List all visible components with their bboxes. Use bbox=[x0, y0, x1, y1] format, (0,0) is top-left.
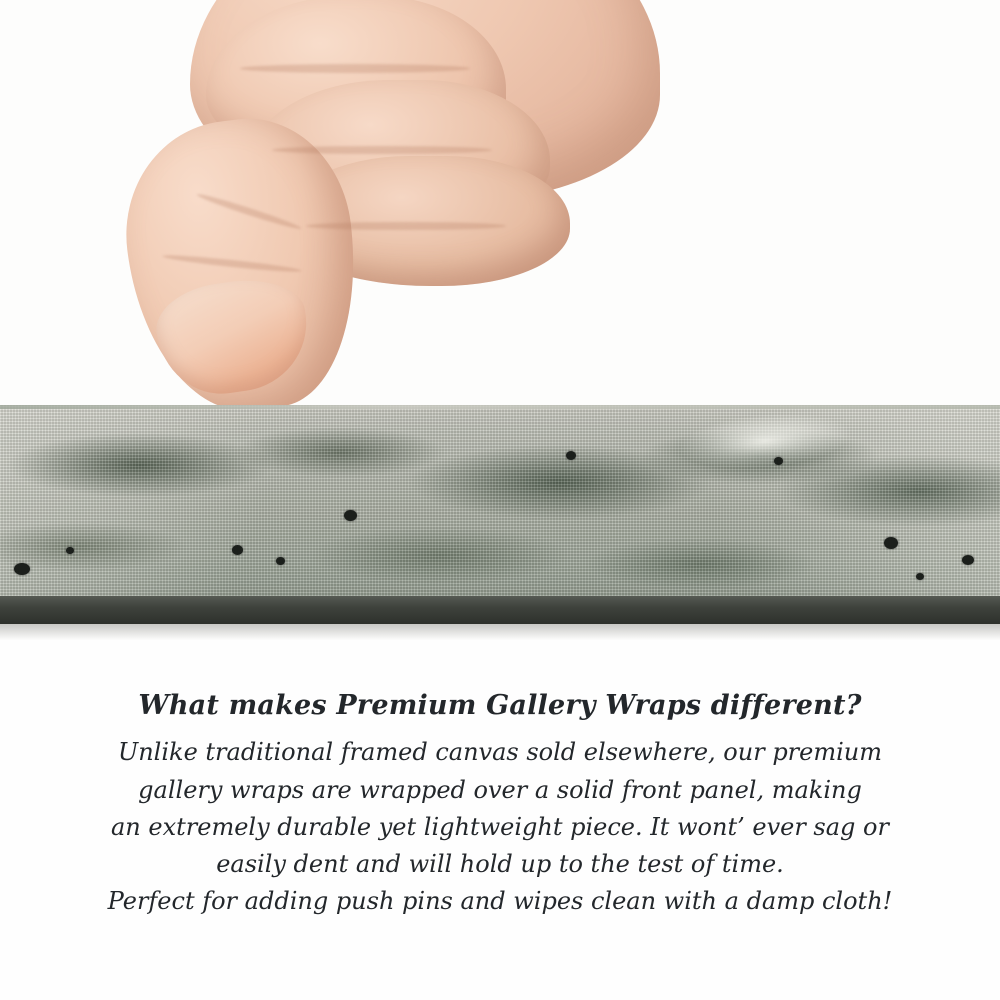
caption-line: easily dent and will hold up to the test of time. bbox=[216, 849, 784, 878]
paint-speck bbox=[566, 451, 576, 460]
caption-block bbox=[0, 690, 1000, 920]
hand-illustration bbox=[110, 0, 670, 430]
canvas-top-edge bbox=[0, 405, 1000, 409]
canvas-edge-strip bbox=[0, 405, 1000, 620]
skin-crease bbox=[272, 146, 492, 154]
paint-speck bbox=[774, 457, 783, 465]
paint-speck bbox=[344, 510, 357, 521]
canvas-side-edge-dark bbox=[0, 596, 1000, 624]
paint-speck bbox=[962, 555, 974, 565]
canvas-drop-shadow bbox=[0, 624, 1000, 640]
skin-crease bbox=[306, 222, 506, 230]
paint-speck bbox=[884, 537, 898, 549]
paint-speck bbox=[232, 545, 243, 555]
paint-speck bbox=[14, 563, 30, 575]
skin-crease bbox=[240, 64, 470, 73]
paint-speck bbox=[276, 557, 285, 565]
caption-line: an extremely durable yet lightweight piece. It wont’ ever sag or bbox=[111, 812, 889, 841]
caption-heading: What makes Premium Gallery Wraps different? bbox=[138, 690, 862, 721]
paint-speck bbox=[916, 573, 924, 580]
caption-line: Perfect for adding push pins and wipes clean with a damp cloth! bbox=[107, 887, 893, 916]
caption-line: Unlike traditional framed canvas sold elsewhere, our premium bbox=[117, 738, 882, 767]
paint-speck bbox=[66, 547, 74, 554]
caption-line: gallery wraps are wrapped over a solid front panel, making bbox=[138, 775, 862, 804]
